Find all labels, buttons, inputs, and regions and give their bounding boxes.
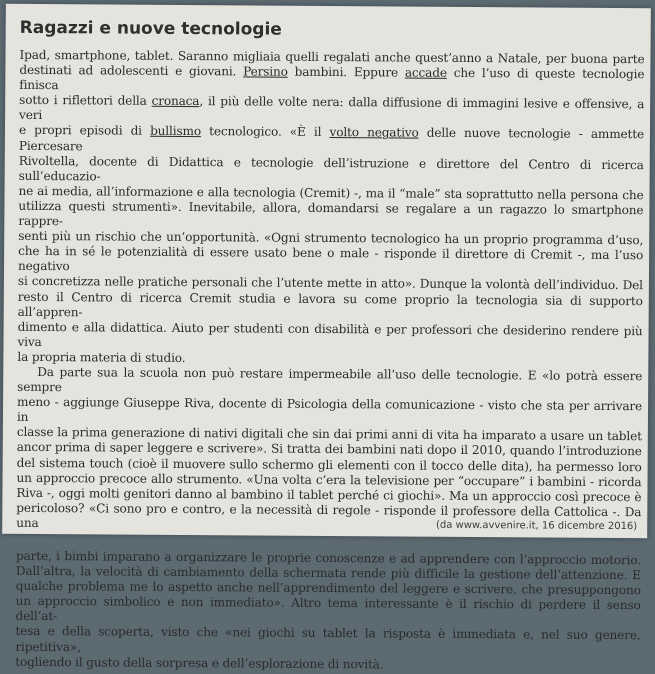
text-line: classe la prima generazione di nativi digitali che sin dai primi anni di vita ha imparato a usare un tablet [16,425,642,444]
article-body [15,48,644,674]
text-line: Rivoltella, docente di Didattica e tecnologie dell’istruzione e direttore del Centro di ricerca sull’educazio- [18,153,644,184]
text-line: senti più un rischio che un’opportunità. «Ogni strumento tecnologico ha un proprio programma d’uso, [18,228,644,248]
text-line: la propria materia di studio. [17,349,186,365]
article-title: Ragazzi e nuove tecnologie [19,17,282,40]
text-line: che ha in sé le potenzialità di essere usato bene o male - risponde il direttore di Cremit -, ma l’uso negativo [17,244,644,274]
text-line: dimento e alla didattica. Aiuto per studenti con disabilità e per professori che desiderino rendere più viva [17,319,643,349]
text-line: parte, i bimbi imparano a organizzare le proprie conoscenze e ad apprendere con l’approccio motorio. [15,548,642,568]
text-span: delle nuove tecnologie - ammette Piercesare [18,126,645,153]
text-line: togliendo il gusto della sorpresa e dell’esplorazione di novità. [15,654,384,672]
text-line: Da parte sua la scuola non può restare impermeabile all’uso delle tecnologie. E «lo potrà essere sempre [17,364,643,395]
printed-page [2,4,651,672]
underlined-word: volto negativo [329,125,419,141]
text-span: , il più delle volte nera: dalla diffusione di immagini lesive e offensive, a veri [19,94,645,123]
text-line: Dall’altra, la velocità di cambiamento della schermata rende più difficile la gestione dell’attenzione. E [15,563,641,583]
text-span: che l’uso di queste tecnologie finisca [19,65,645,93]
underlined-word: accade [404,65,447,80]
text-line: Riva -, oggi molti genitori danno al bambino il tablet perché ci giochi». Ma un approccio così precoce è [16,485,642,504]
text-span: sotto i riflettori della [19,93,152,109]
text-line [19,93,644,128]
text-span: tecnologico. «È il [200,124,330,140]
underlined-word: cronaca [151,94,200,109]
text-line: pericoloso? «Ci sono pro e contro, e la necessità di regole - risponde il professore della Cattolica -. Da una [16,500,642,530]
text-line: tesa e della scoperta, visto che «nei giochi su tablet la risposta è immediata e, nel suo genere, ripetitiva», [15,624,641,654]
text-line [19,123,644,158]
text-line: utilizza questi strumenti». Inevitabile, allora, domandarsi se regalare a un ragazzo lo smartphone rappre- [18,198,644,229]
text-line: resto il Centro di ricerca Cremit studia e lavora su come proprio la tecnologia sia di supporto all’appren- [17,289,643,319]
source-citation: (da www.avvenire.it, 16 dicembre 2016) [435,519,638,533]
text-line: si concretizza nelle pratiche personali che l’utente mette in atto». Dunque la volontà dell’individuo. Del [17,274,643,293]
text-line: qualche problema me lo aspetto anche nell’apprendimento del leggere e scrivere, che presuppongono [15,579,641,598]
text-line: del sistema touch (cioè il muovere sullo schermo gli elementi con il tocco delle dita), ha permesso loro [16,455,642,474]
text-line: un approccio simbolico e non immediato». Altro tema interessante è il rischio di perdere il senso dell’at- [15,594,641,624]
text-span: bambini. Eppure [287,64,405,80]
text-line [19,63,644,98]
text-line: Ipad, smartphone, tablet. Saranno migliaia quelli regalati anche quest’anno a Natale, per buona parte [19,47,645,67]
text-line: meno - aggiunge Giuseppe Riva, docente di Psicologia della comunicazione - visto che sta per arrivare in [16,394,643,425]
underlined-word: Persino [243,64,288,79]
underlined-word: bullismo [150,124,202,139]
text-line: ancor prima di saper leggere e scrivere». Si tratta dei bambini nati dopo il 2010, quando l’introduzione [16,440,642,459]
text-span: destinati ad adolescenti e giovani. [19,62,244,79]
text-span: e propri episodi di [18,123,151,139]
text-line: ne ai media, all’informazione e alla tecnologia (Cremit) -, ma il “male” sta soprattutto nella persona che [18,183,644,203]
text-line: un approccio precoce allo strumento. «Una volta c’era la televisione per “occupare” i bambini - ricorda [16,470,642,489]
